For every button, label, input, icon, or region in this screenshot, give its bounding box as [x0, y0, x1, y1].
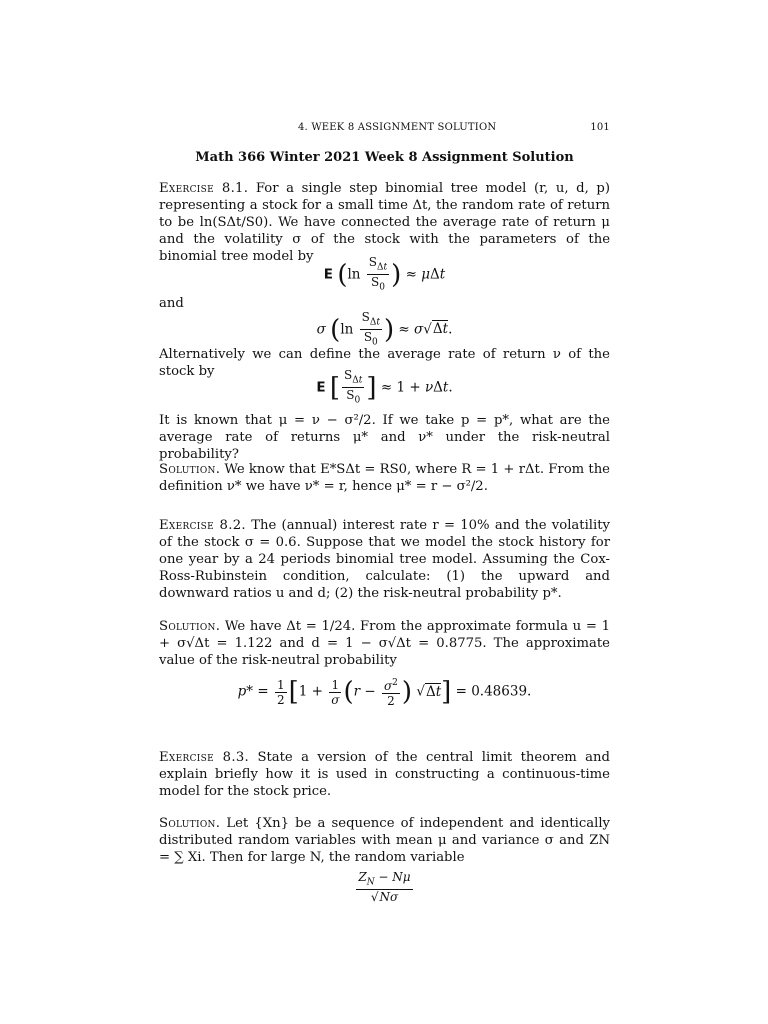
- equation-p-star: p* = $\frac{1}{2}$ [1 + $\frac{1}{\sigma}$ (r − $\frac{\sigma^2}{2}$ ) √Δt] = 0.48639.: [237, 677, 532, 708]
- exercise-label: Exercise 8.1.: [159, 181, 249, 196]
- page-title: Math 366 Winter 2021 Week 8 Assignment Solution: [195, 150, 574, 165]
- solution-label: Solution.: [159, 462, 221, 477]
- exercise-8-2: [159, 517, 610, 602]
- solution-text: Let {Xn} be a sequence of independent and identically distributed random variables with mean μ and variance σ and ZN = ∑ Xi. Then for large N, the random variable: [159, 816, 610, 865]
- running-title: 4. WEEK 8 ASSIGNMENT SOLUTION: [298, 122, 497, 133]
- equation-clt: $\frac{Z_N - N\mu}{√N\sigma}$: [358, 870, 411, 905]
- equation-volatility: σ (ln $\frac{S_{\Delta t}}{S_0}$ ) ≈ σ√Δt.: [316, 310, 453, 348]
- page-number: 101: [590, 122, 610, 133]
- solution-8-2: [159, 618, 610, 669]
- exercise-8-1-question: [159, 412, 610, 463]
- solution-8-3: [159, 815, 610, 866]
- p-star-result: = 0.48639.: [455, 683, 532, 700]
- exercise-text: For a single step binomial tree model (r, u, d, p) representing a stock for a small time Δt, the random rate of return to be ln(SΔt/S0). We have connected the average rate of return μ and the volatility σ of the stock with the parameters of the binomial tree model by: [159, 181, 610, 264]
- exercise-text: The (annual) interest rate r = 10% and the volatility of the stock σ = 0.6. Suppose that we model the stock history for one year by a 24 periods binomial tree model. Assuming the Cox-Ross-Rubinstein condition, calculate: (1) the upward and downward ratios u and d; (2) the risk-neutral probability p*.: [159, 518, 610, 601]
- exercise-text: State a version of the central limit theorem and explain briefly how it is used in constructing a continuous-time model for the stock price.: [159, 750, 610, 799]
- alternative-sentence: Alternatively we can define the average rate of return ν of the stock by: [159, 347, 610, 379]
- exercise-8-1: [159, 180, 610, 265]
- solution-8-1: [159, 461, 610, 495]
- equation-mean: E (ln $\frac{S_{\Delta t}}{S_0}$ ) ≈ μΔt: [323, 255, 446, 293]
- exercise-label: Exercise 8.2.: [159, 518, 246, 533]
- solution-label: Solution.: [159, 816, 221, 831]
- exercise-label: Exercise 8.3.: [159, 750, 250, 765]
- solution-text: We know that E*SΔt = RS0, where R = 1 + rΔt. From the definition ν* we have ν* = r, hence μ* = r − σ²/2.: [159, 462, 610, 494]
- solution-text: We have Δt = 1/24. From the approximate formula u = 1 + σ√Δt = 1.122 and d = 1 − σ√Δt = 0.8775. The approximate value of the risk-neutral probability: [159, 619, 610, 668]
- exercise-8-3: [159, 749, 610, 800]
- equation-nu: E [ $\frac{S_{\Delta t}}{S_0}$ ] ≈ 1 + νΔt.: [316, 368, 453, 406]
- question-text: It is known that μ = ν − σ²/2. If we take p = p*, what are the average rate of returns μ* and ν* under the risk-neutral probability?: [159, 413, 610, 462]
- and-word: and: [159, 296, 184, 311]
- solution-label: Solution.: [159, 619, 221, 634]
